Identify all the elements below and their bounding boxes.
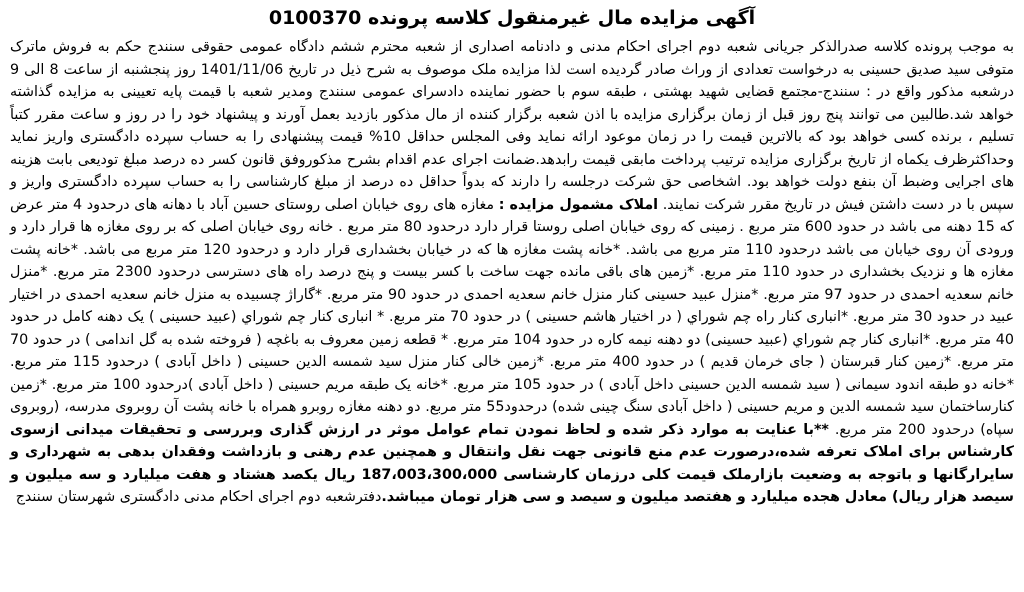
property-description: مغازه های روی خیابان اصلی روستای حسین آباد با دهانه های درحدود 4 متر عرض که 15 دهنه می باشد در حدود 600 متر مربع . زمینی که روی خیابان اصلی روستا قرار دارد درحدود 80 متر مربع . خانه روی خیابان اصلی که بر روی مغازه ها قرار دارد و ورودی آن روی خیابان می باشد درحدود 110 متر مربع می باشد. *خانه پشت مغازه ها که در خیابان بخشداری قرار دارد و درحدود 120 متر مربع می باشد. *خانه پشت مغازه ها و نزدیک بخشداری در حدود 110 متر مربع. *زمین های باقی مانده جهت ساخت با کسر بیست و پنج درصد راه های دسترسی درحدود 2300 متر مربع. *منزل خانم سعدیه احمدی در حدود 97 متر مربع. *منزل عبید حسینی کنار منزل خانم سعدیه احمدی در حدود 90 متر مربع. *گاراژ چسبیده به منزل خانم سعدیه احمدی در اختیار عبید در حدود 30 متر مربع. *انباری کنار راه چم شوراي ( در اختیار هاشم حسینی ) در حدود 70 متر مربع. * انباری کنار چم شوراي (عبید حسینی ) یک دهنه کامل در حدود 40 متر مربع. *انباری کنار چم شوراي (عبید حسینی) دو دهنه نیمه کاره در حدود 104 متر مربع. * قطعه زمین معروف به باغچه ( فروخته شده به گل اندامی ) در حدود 70 متر مربع. *زمین کنار قبرستان ( جای خرمان قدیم ) در حدود 400 متر مربع. *زمین خالی کنار منزل سید شمسه الدین حسینی ( داخل آبادی ) درحدود 115 متر مربع. *خانه دو طبقه اندود سیمانی ( سید شمسه الدین حسینی داخل آبادی ) در حدود 105 متر مربع. *خانه یک طبقه مریم حسینی ( داخل آبادی )درحدود 100 متر مربع. *زمین کنارساختمان سید شمسه الدین و مریم حسینی ( داخل آبادی سنگ چینی شده) درحدود55 متر مربع. دو دهنه مغازه روبرو همراه با خانه پشت آن روبروی مدرسه، (روبروی سپاه) درحدود 200 متر مربع. bbox=[10, 196, 1015, 438]
office-signature: دفترشعبه دوم اجرای احکام مدنی دادگستری شهرستان سنندج bbox=[15, 489, 382, 505]
property-label: املاک مشمول مزایده : bbox=[498, 196, 659, 213]
notice-body bbox=[10, 36, 1014, 509]
notice-intro: به موجب پرونده کلاسه صدرالذکر جریانی شعبه دوم اجرای احکام مدنی و دادنامه اصداری از شعبه محترم ششم دادگاه عمومی حقوقی سنندج حکم به فروش ماترک متوفی سید صدیق حسینی به درخواست تعدادی از وراث صادر گردیده است لذا مزایده ملک موصوف به شرح ذیل در تاریخ 1401/11/06 روز پنجشنبه از ساعت 8 الی 9 درشعبه مذکور واقع در : سنندج-مجتمع قضایی شهید بهشتی ، طبقه سوم با حضور نماینده دادسرای عمومی سنندج ومدیر شعبه با قیمت پایه تعیینی به مزایده گذاشته خواهد شد.طالبین می توانند پنج روز قبل از زمان برگزاری مزایده با اذن شعبه برگزار کننده از مال مذکور بازدید بعمل آورند و پیشنهاد خود را در روز و ساعت مقرر کتباً تسلیم ، برنده کسی خواهد بود که بالاترین قیمت را در زمان موعود ارائه نماید وفی المجلس حداقل 10% قیمت پیشنهادی را به حساب سپرده دادگستری واریز نماید وحداکثرظرف یکماه از تاریخ برگزاری مزایده ترتیب پرداخت مابقی قیمت رابدهد.ضمانت اجرای عدم اقدام بشرح مذکوروفق قانون کسر ده درصد مبلغ تودیعی بابت هزینه های اجرایی وضبط آن بنفع دولت خواهد بود. اشخاصی حق شرکت درجلسه را دارند که بدواً حداقل ده درصد از مبلغ کارشناسی را به حساب سپرده دادگستری واریز و سپس با در دست داشتن فیش در تاریخ مقرر شرکت نمایند. bbox=[10, 39, 1015, 213]
notice-title: آگهی مزایده مال غیرمنقول کلاسه پرونده 0100370 bbox=[268, 7, 756, 29]
valuation-summary: **با عنایت به موارد ذکر شده و لحاظ نمودن تمام عوامل موثر در ارزش گذاری وبررسی و تحقیقات میدانی ازسوی کارشناس برای املاک تعرفه شده،درصورت عدم منع قانونی جهت نقل وانتقال و همچنین عدم رهنی و بازداشت وفقدان بدهی به شهرداری و سایرارگانها و باتوجه به وضعیت بازارملک قیمت کلی درزمان کارشناسی 187،003،300،000 ریال یکصد هشتاد و هفت میلیارد و سه میلیون و سیصد هزار ریال) معادل هجده میلیارد و هفتصد میلیون و سیصد و سی هزار تومان میباشد. bbox=[10, 421, 1014, 505]
